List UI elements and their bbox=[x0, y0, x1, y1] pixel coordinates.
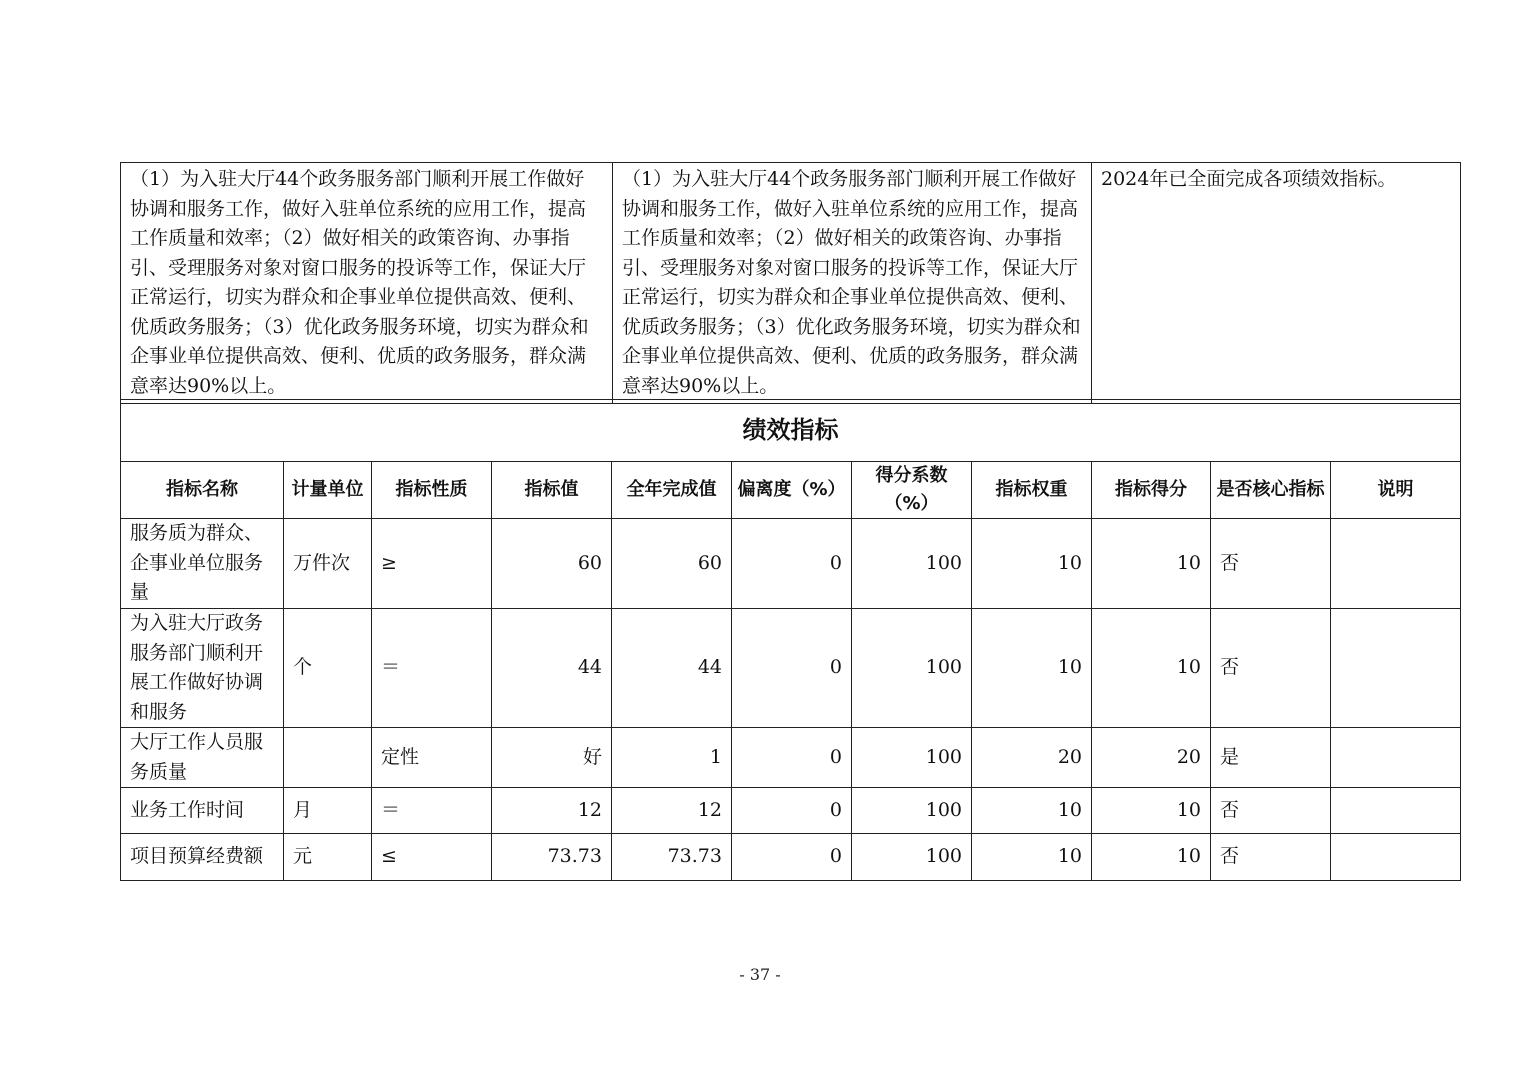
score: 10 bbox=[1092, 519, 1211, 609]
page-number: - 37 - bbox=[739, 965, 781, 984]
target-value: 好 bbox=[492, 728, 612, 788]
planned-goals-cell: （1）为入驻大厅44个政务服务部门顺利开展工作做好协调和服务工作，做好入驻单位系统的应用工作，提高工作质量和效率；（2）做好相关的政策咨询、办事指引、受理服务对象对窗口服务的投诉等工作，保证大厅正常运行，切实为群众和企事业单位提供高效、便利、优质政务服务；（3）优化政务服务环境，切实为群众和企事业单位提供高效、便利、优质的政务服务，群众满意率达90%以上。 bbox=[121, 163, 613, 404]
coefficient: 100 bbox=[852, 788, 972, 834]
table-row bbox=[121, 609, 1461, 728]
note bbox=[1331, 728, 1461, 788]
goals-table bbox=[120, 162, 1461, 404]
deviation: 0 bbox=[732, 609, 852, 728]
nature: ≤ bbox=[372, 834, 492, 881]
weight: 10 bbox=[972, 519, 1092, 609]
score: 10 bbox=[1092, 834, 1211, 881]
actual-value: 60 bbox=[612, 519, 732, 609]
score: 20 bbox=[1092, 728, 1211, 788]
deviation: 0 bbox=[732, 788, 852, 834]
core-flag: 否 bbox=[1211, 788, 1331, 834]
header-row bbox=[121, 462, 1461, 519]
table-row bbox=[121, 834, 1461, 881]
header-note: 说明 bbox=[1331, 462, 1461, 519]
unit bbox=[284, 728, 372, 788]
header-indicator-name: 指标名称 bbox=[121, 462, 284, 519]
core-flag: 是 bbox=[1211, 728, 1331, 788]
performance-metrics-table bbox=[120, 399, 1461, 881]
summary-cell: 2024年已全面完成各项绩效指标。 bbox=[1092, 163, 1461, 404]
header-deviation: 偏离度（%） bbox=[732, 462, 852, 519]
header-score: 指标得分 bbox=[1092, 462, 1211, 519]
weight: 10 bbox=[972, 834, 1092, 881]
actual-completion-cell: （1）为入驻大厅44个政务服务部门顺利开展工作做好协调和服务工作，做好入驻单位系统的应用工作，提高工作质量和效率；（2）做好相关的政策咨询、办事指引、受理服务对象对窗口服务的投诉等工作，保证大厅正常运行，切实为群众和企事业单位提供高效、便利、优质政务服务；（3）优化政务服务环境，切实为群众和企事业单位提供高效、便利、优质的政务服务，群众满意率达90%以上。 bbox=[613, 163, 1092, 404]
weight: 20 bbox=[972, 728, 1092, 788]
core-flag: 否 bbox=[1211, 519, 1331, 609]
deviation: 0 bbox=[732, 519, 852, 609]
coefficient: 100 bbox=[852, 728, 972, 788]
coefficient: 100 bbox=[852, 609, 972, 728]
table-row bbox=[121, 788, 1461, 834]
coefficient: 100 bbox=[852, 519, 972, 609]
header-unit: 计量单位 bbox=[284, 462, 372, 519]
weight: 10 bbox=[972, 609, 1092, 728]
actual-value: 73.73 bbox=[612, 834, 732, 881]
indicator-name: 为入驻大厅政务服务部门顺利开展工作做好协调和服务 bbox=[121, 609, 284, 728]
target-value: 73.73 bbox=[492, 834, 612, 881]
note bbox=[1331, 609, 1461, 728]
table-row bbox=[121, 519, 1461, 609]
unit: 元 bbox=[284, 834, 372, 881]
nature: ＝ bbox=[372, 609, 492, 728]
header-actual-value: 全年完成值 bbox=[612, 462, 732, 519]
nature: ＝ bbox=[372, 788, 492, 834]
header-core: 是否核心指标 bbox=[1211, 462, 1331, 519]
actual-value: 12 bbox=[612, 788, 732, 834]
unit: 个 bbox=[284, 609, 372, 728]
note bbox=[1331, 834, 1461, 881]
goals-row bbox=[121, 163, 1461, 404]
unit: 万件次 bbox=[284, 519, 372, 609]
indicator-name: 业务工作时间 bbox=[121, 788, 284, 834]
score: 10 bbox=[1092, 788, 1211, 834]
actual-value: 44 bbox=[612, 609, 732, 728]
actual-value: 1 bbox=[612, 728, 732, 788]
deviation: 0 bbox=[732, 728, 852, 788]
header-target-value: 指标值 bbox=[492, 462, 612, 519]
core-flag: 否 bbox=[1211, 834, 1331, 881]
note bbox=[1331, 519, 1461, 609]
deviation: 0 bbox=[732, 834, 852, 881]
unit: 月 bbox=[284, 788, 372, 834]
target-value: 44 bbox=[492, 609, 612, 728]
coefficient: 100 bbox=[852, 834, 972, 881]
score: 10 bbox=[1092, 609, 1211, 728]
nature: 定性 bbox=[372, 728, 492, 788]
note bbox=[1331, 788, 1461, 834]
header-weight: 指标权重 bbox=[972, 462, 1092, 519]
header-nature: 指标性质 bbox=[372, 462, 492, 519]
target-value: 60 bbox=[492, 519, 612, 609]
core-flag: 否 bbox=[1211, 609, 1331, 728]
header-coefficient: 得分系数（%） bbox=[852, 462, 972, 519]
nature: ≥ bbox=[372, 519, 492, 609]
section-title: 绩效指标 bbox=[121, 400, 1461, 462]
indicator-name: 项目预算经费额 bbox=[121, 834, 284, 881]
indicator-name: 服务质为群众、企事业单位服务量 bbox=[121, 519, 284, 609]
weight: 10 bbox=[972, 788, 1092, 834]
table-row bbox=[121, 728, 1461, 788]
indicator-name: 大厅工作人员服务质量 bbox=[121, 728, 284, 788]
target-value: 12 bbox=[492, 788, 612, 834]
